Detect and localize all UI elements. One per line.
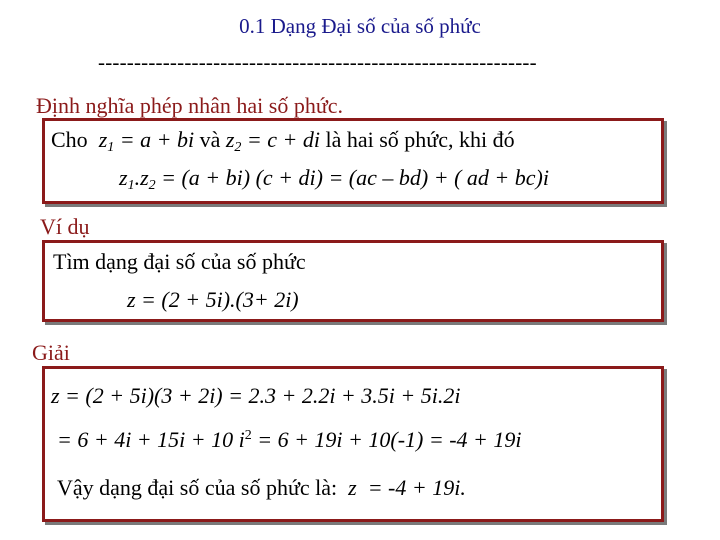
example-task: Tìm dạng đại số của số phức <box>53 249 306 274</box>
definition-condition: là hai số phức, khi đó <box>325 127 515 152</box>
page-title: 0.1 Dạng Đại số của số phức <box>239 14 481 38</box>
product-formula: = (a + bi) (c + di) = (ac – bd) + ( ad + bc)i <box>161 165 549 190</box>
cho-label: Cho <box>51 127 88 152</box>
solution-conclusion: Vậy dạng đại số của số phức là: z = -4 + 19i. <box>57 475 466 500</box>
definition-line-1 <box>51 127 515 156</box>
z1-symbol: $z_1$ <box>98 127 115 155</box>
z1-value: = a + bi <box>119 127 195 152</box>
exponent-2: 2 <box>244 428 252 443</box>
solution-line-2: = 6 + 4i + 15i + 10 $i^2 = 6 + 19i + 10(-1) = -4 + 19i$ <box>57 427 522 452</box>
example-heading: Ví dụ <box>40 214 90 239</box>
solution-line-1: z = (2 + 5i)(3 + 2i) = 2.3 + 2.2i + 3.5i + 5i.2i <box>51 383 461 408</box>
solution-heading: Giải <box>32 340 70 365</box>
example-box <box>42 240 664 322</box>
definition-heading: Định nghĩa phép nhân hai số phức. <box>36 93 344 118</box>
z2-value: = c + di <box>246 127 320 152</box>
separator-line: ------------------------------------------------------------- <box>98 50 537 74</box>
z2-symbol: $z_2$ <box>225 127 242 155</box>
example-expression: z = (2 + 5i).(3+ 2i) <box>127 287 299 312</box>
conclusion-z: z <box>348 475 357 500</box>
definition-box <box>42 118 664 204</box>
va-label: và <box>199 127 221 152</box>
conclusion-value: = -4 + 19i. <box>367 475 466 500</box>
solution-box <box>42 366 664 522</box>
definition-formula: $z_1.z_2 = (a + bi) (c + di) = (ac - bd)$ + ( ad + bc)i <box>119 165 549 193</box>
